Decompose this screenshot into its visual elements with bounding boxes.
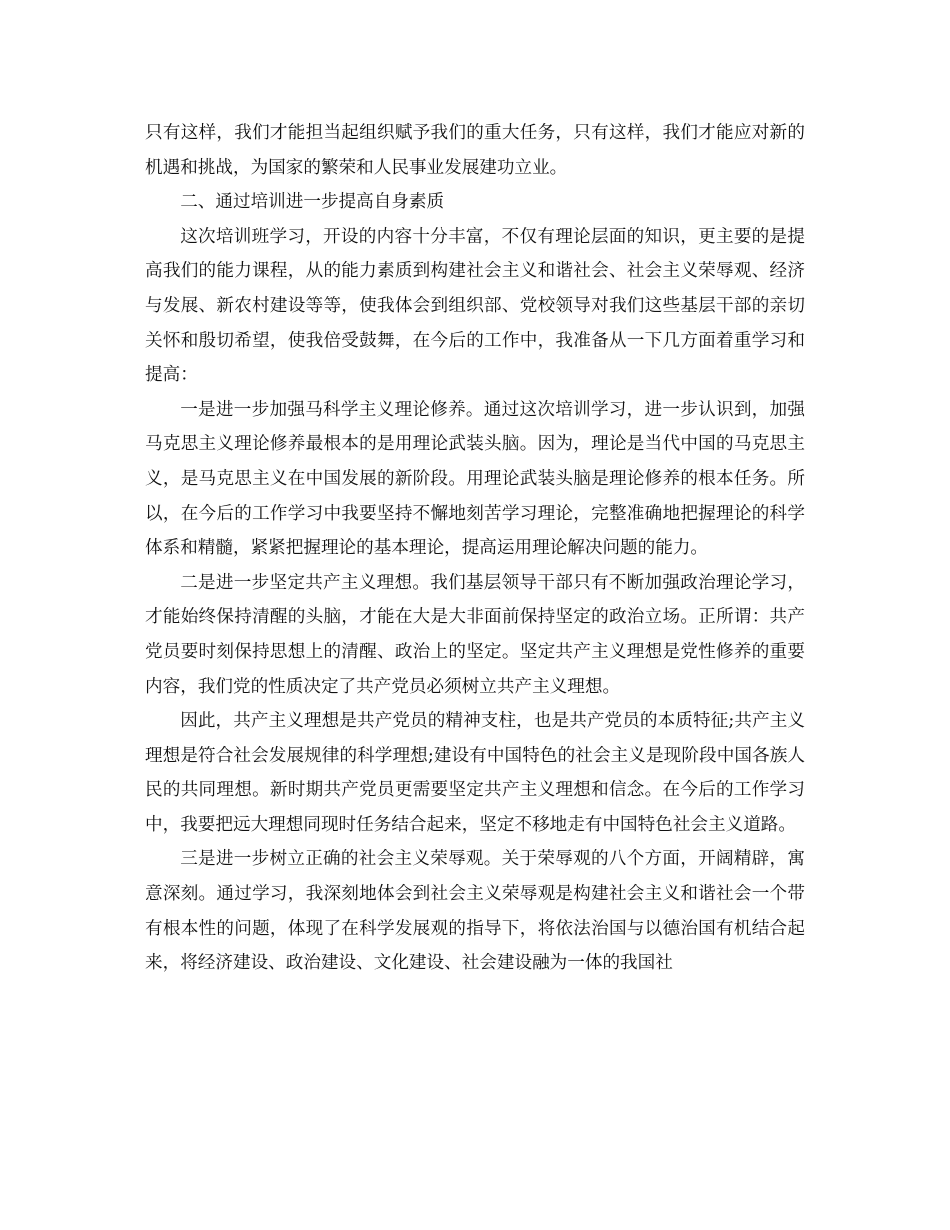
paragraph-4: 一是进一步加强马科学主义理论修养。通过这次培训学习，进一步认识到，加强马克思主义理论修养最根本的是用理论武装头脑。因为，理论是当代中国的马克思主义，是马克思主义在中国发展的新阶段。用理论武装头脑是理论修养的根本任务。所以，在今后的工作学习中我要坚持不懈地刻苦学习理论，完整准确地把握理论的科学体系和精髓，紧紧把握理论的基本理论，提高运用理论解决问题的能力。 [145, 399, 805, 559]
paragraph-3: 这次培训班学习，开设的内容十分丰富，不仅有理论层面的知识，更主要的是提高我们的能力课程，从的能力素质到构建社会主义和谐社会、社会主义荣辱观、经济与发展、新农村建设等等，使我体会到组织部、党校领导对我们这些基层干部的亲切关怀和殷切希望，使我倍受鼓舞，在今后的工作中，我准备从一下几方面着重学习和提高： [145, 226, 805, 386]
paragraph-5: 二是进一步坚定共产主义理想。我们基层领导干部只有不断加强政治理论学习，才能始终保持清醒的头脑，才能在大是大非面前保持坚定的政治立场。正所谓：共产党员要时刻保持思想上的清醒、政治上的坚定。坚定共产主义理想是党性修养的重要内容，我们党的性质决定了共产党员必须树立共产主义理想。 [145, 572, 805, 697]
paragraph-1: 只有这样，我们才能担当起组织赋予我们的重大任务，只有这样，我们才能应对新的机遇和挑战，为国家的繁荣和人民事业发展建功立业。 [145, 123, 805, 178]
document-body [145, 116, 805, 981]
paragraph-6: 因此，共产主义理想是共产党员的精神支柱，也是共产党员的本质特征;共产主义理想是符合社会发展规律的科学理想;建设有中国特色的社会主义是现阶段中国各族人民的共同理想。新时期共产党员更需要坚定共产主义理想和信念。在今后的工作学习中，我要把远大理想同现时任务结合起来，坚定不移地走有中国特色社会主义道路。 [145, 711, 805, 835]
section-heading: 二、通过培训进一步提高自身素质 [180, 192, 445, 213]
paragraph-7: 三是进一步树立正确的社会主义荣辱观。关于荣辱观的八个方面，开阔精辟，寓意深刻。通过学习，我深刻地体会到社会主义荣辱观是构建社会主义和谐社会一个带有根本性的问题，体现了在科学发展观的指导下，将依法治国与以德治国有机结合起来，将经济建设、政治建设、文化建设、社会建设融为一体的我国社 [145, 849, 805, 974]
